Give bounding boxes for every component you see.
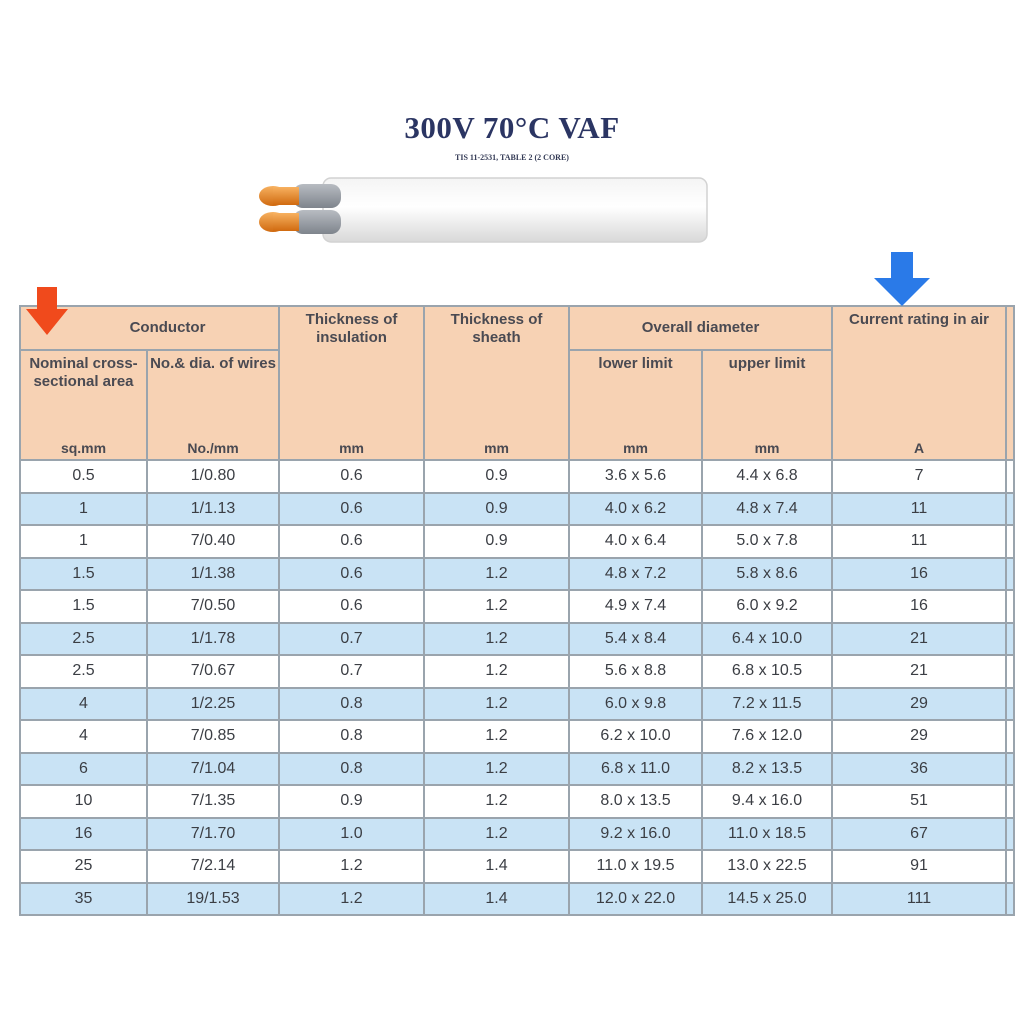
cell-extra	[1006, 850, 1014, 883]
table-body	[20, 460, 1014, 915]
cell-lower: 11.0 x 19.5	[569, 850, 702, 883]
document-subtitle: TIS 11-2531, TABLE 2 (2 CORE)	[455, 153, 569, 162]
cell-wires: 7/0.50	[147, 590, 279, 623]
cell-area: 1.5	[20, 590, 147, 623]
cell-insulation: 0.6	[279, 558, 424, 591]
cell-area: 16	[20, 818, 147, 851]
cell-wires: 7/0.85	[147, 720, 279, 753]
cell-wires: 7/0.67	[147, 655, 279, 688]
cell-sheath: 0.9	[424, 460, 569, 493]
header-lower-limit: lower limit mm	[569, 350, 702, 460]
red-down-arrow-icon	[24, 287, 70, 337]
cell-sheath: 0.9	[424, 493, 569, 526]
cell-lower: 6.8 x 11.0	[569, 753, 702, 786]
cell-wires: 1/2.25	[147, 688, 279, 721]
document-title: 300V 70°C VAF	[404, 110, 620, 145]
cell-current: 29	[832, 688, 1006, 721]
cell-sheath: 1.2	[424, 590, 569, 623]
cell-insulation: 0.6	[279, 525, 424, 558]
cell-current: 16	[832, 558, 1006, 591]
cell-insulation: 0.8	[279, 688, 424, 721]
cell-current: 21	[832, 655, 1006, 688]
table-row	[20, 785, 1014, 818]
cell-lower: 5.4 x 8.4	[569, 623, 702, 656]
cell-upper: 11.0 x 18.5	[702, 818, 832, 851]
cell-area: 2.5	[20, 655, 147, 688]
cell-wires: 7/1.70	[147, 818, 279, 851]
blue-down-arrow-icon	[872, 252, 918, 302]
cell-extra	[1006, 493, 1014, 526]
cell-wires: 7/2.14	[147, 850, 279, 883]
cell-sheath: 1.2	[424, 720, 569, 753]
table-row	[20, 753, 1014, 786]
cell-sheath: 1.2	[424, 688, 569, 721]
table-row	[20, 525, 1014, 558]
cell-upper: 4.4 x 6.8	[702, 460, 832, 493]
cell-insulation: 0.6	[279, 590, 424, 623]
table-row	[20, 688, 1014, 721]
cell-wires: 7/1.04	[147, 753, 279, 786]
cell-upper: 14.5 x 25.0	[702, 883, 832, 916]
cell-upper: 4.8 x 7.4	[702, 493, 832, 526]
cell-extra	[1006, 558, 1014, 591]
cell-area: 4	[20, 688, 147, 721]
table-row	[20, 460, 1014, 493]
table-row	[20, 623, 1014, 656]
cell-extra	[1006, 753, 1014, 786]
cell-area: 0.5	[20, 460, 147, 493]
cell-sheath: 1.2	[424, 818, 569, 851]
cable-image	[255, 174, 715, 246]
cell-area: 25	[20, 850, 147, 883]
cell-lower: 4.0 x 6.4	[569, 525, 702, 558]
cell-wires: 19/1.53	[147, 883, 279, 916]
cell-insulation: 0.6	[279, 493, 424, 526]
cell-area: 1	[20, 525, 147, 558]
cell-upper: 5.8 x 8.6	[702, 558, 832, 591]
cell-insulation: 1.2	[279, 883, 424, 916]
table-row	[20, 850, 1014, 883]
header-extra	[1006, 306, 1014, 460]
cell-area: 6	[20, 753, 147, 786]
cell-insulation: 1.2	[279, 850, 424, 883]
cell-lower: 3.6 x 5.6	[569, 460, 702, 493]
table-row	[20, 590, 1014, 623]
cell-lower: 8.0 x 13.5	[569, 785, 702, 818]
cell-upper: 6.8 x 10.5	[702, 655, 832, 688]
cell-wires: 1/0.80	[147, 460, 279, 493]
table-row	[20, 655, 1014, 688]
cell-insulation: 0.9	[279, 785, 424, 818]
cell-sheath: 1.4	[424, 850, 569, 883]
cell-upper: 6.4 x 10.0	[702, 623, 832, 656]
cell-sheath: 0.9	[424, 525, 569, 558]
cell-current: 67	[832, 818, 1006, 851]
cell-insulation: 0.8	[279, 753, 424, 786]
cell-area: 1	[20, 493, 147, 526]
cell-lower: 4.9 x 7.4	[569, 590, 702, 623]
cell-sheath: 1.2	[424, 623, 569, 656]
cell-upper: 5.0 x 7.8	[702, 525, 832, 558]
cell-extra	[1006, 883, 1014, 916]
cell-extra	[1006, 525, 1014, 558]
cell-lower: 9.2 x 16.0	[569, 818, 702, 851]
header-sheath: Thickness of sheath mm	[424, 306, 569, 460]
cell-extra	[1006, 590, 1014, 623]
cell-current: 11	[832, 525, 1006, 558]
cell-current: 11	[832, 493, 1006, 526]
table-row	[20, 818, 1014, 851]
cell-wires: 1/1.38	[147, 558, 279, 591]
cell-extra	[1006, 460, 1014, 493]
cell-current: 51	[832, 785, 1006, 818]
cell-extra	[1006, 818, 1014, 851]
cell-current: 111	[832, 883, 1006, 916]
cell-upper: 13.0 x 22.5	[702, 850, 832, 883]
cell-area: 35	[20, 883, 147, 916]
table-row	[20, 493, 1014, 526]
header-overall-diameter: Overall diameter	[569, 306, 832, 350]
cell-extra	[1006, 720, 1014, 753]
cell-sheath: 1.2	[424, 558, 569, 591]
cell-sheath: 1.2	[424, 785, 569, 818]
header-current-rating: Current rating in air A	[832, 306, 1006, 460]
cell-wires: 7/0.40	[147, 525, 279, 558]
cell-current: 91	[832, 850, 1006, 883]
cell-current: 7	[832, 460, 1006, 493]
cell-area: 10	[20, 785, 147, 818]
cell-extra	[1006, 785, 1014, 818]
cell-sheath: 1.2	[424, 753, 569, 786]
header-insulation: Thickness of insulation mm	[279, 306, 424, 460]
cell-insulation: 0.6	[279, 460, 424, 493]
cell-insulation: 0.7	[279, 623, 424, 656]
cell-current: 36	[832, 753, 1006, 786]
cell-wires: 1/1.78	[147, 623, 279, 656]
cell-current: 16	[832, 590, 1006, 623]
header-conductor: Conductor	[20, 306, 279, 350]
cell-upper: 6.0 x 9.2	[702, 590, 832, 623]
header-upper-limit: upper limit mm	[702, 350, 832, 460]
table-row	[20, 720, 1014, 753]
cell-sheath: 1.4	[424, 883, 569, 916]
header-wires: No.& dia. of wires No./mm	[147, 350, 279, 460]
cell-current: 21	[832, 623, 1006, 656]
table-row	[20, 883, 1014, 916]
cell-lower: 5.6 x 8.8	[569, 655, 702, 688]
cell-current: 29	[832, 720, 1006, 753]
cell-extra	[1006, 688, 1014, 721]
cell-upper: 9.4 x 16.0	[702, 785, 832, 818]
cell-insulation: 1.0	[279, 818, 424, 851]
cell-extra	[1006, 623, 1014, 656]
cell-area: 4	[20, 720, 147, 753]
cell-area: 2.5	[20, 623, 147, 656]
table-row	[20, 558, 1014, 591]
cell-area: 1.5	[20, 558, 147, 591]
cell-lower: 6.2 x 10.0	[569, 720, 702, 753]
cell-wires: 1/1.13	[147, 493, 279, 526]
cell-sheath: 1.2	[424, 655, 569, 688]
cell-wires: 7/1.35	[147, 785, 279, 818]
cell-upper: 7.2 x 11.5	[702, 688, 832, 721]
cell-lower: 12.0 x 22.0	[569, 883, 702, 916]
header-nominal-area: Nominal cross-sectional area sq.mm	[20, 350, 147, 460]
cell-upper: 8.2 x 13.5	[702, 753, 832, 786]
cable-spec-table	[19, 305, 1015, 916]
cell-upper: 7.6 x 12.0	[702, 720, 832, 753]
cell-lower: 4.0 x 6.2	[569, 493, 702, 526]
cell-lower: 4.8 x 7.2	[569, 558, 702, 591]
cell-insulation: 0.8	[279, 720, 424, 753]
cell-lower: 6.0 x 9.8	[569, 688, 702, 721]
cell-insulation: 0.7	[279, 655, 424, 688]
cell-extra	[1006, 655, 1014, 688]
